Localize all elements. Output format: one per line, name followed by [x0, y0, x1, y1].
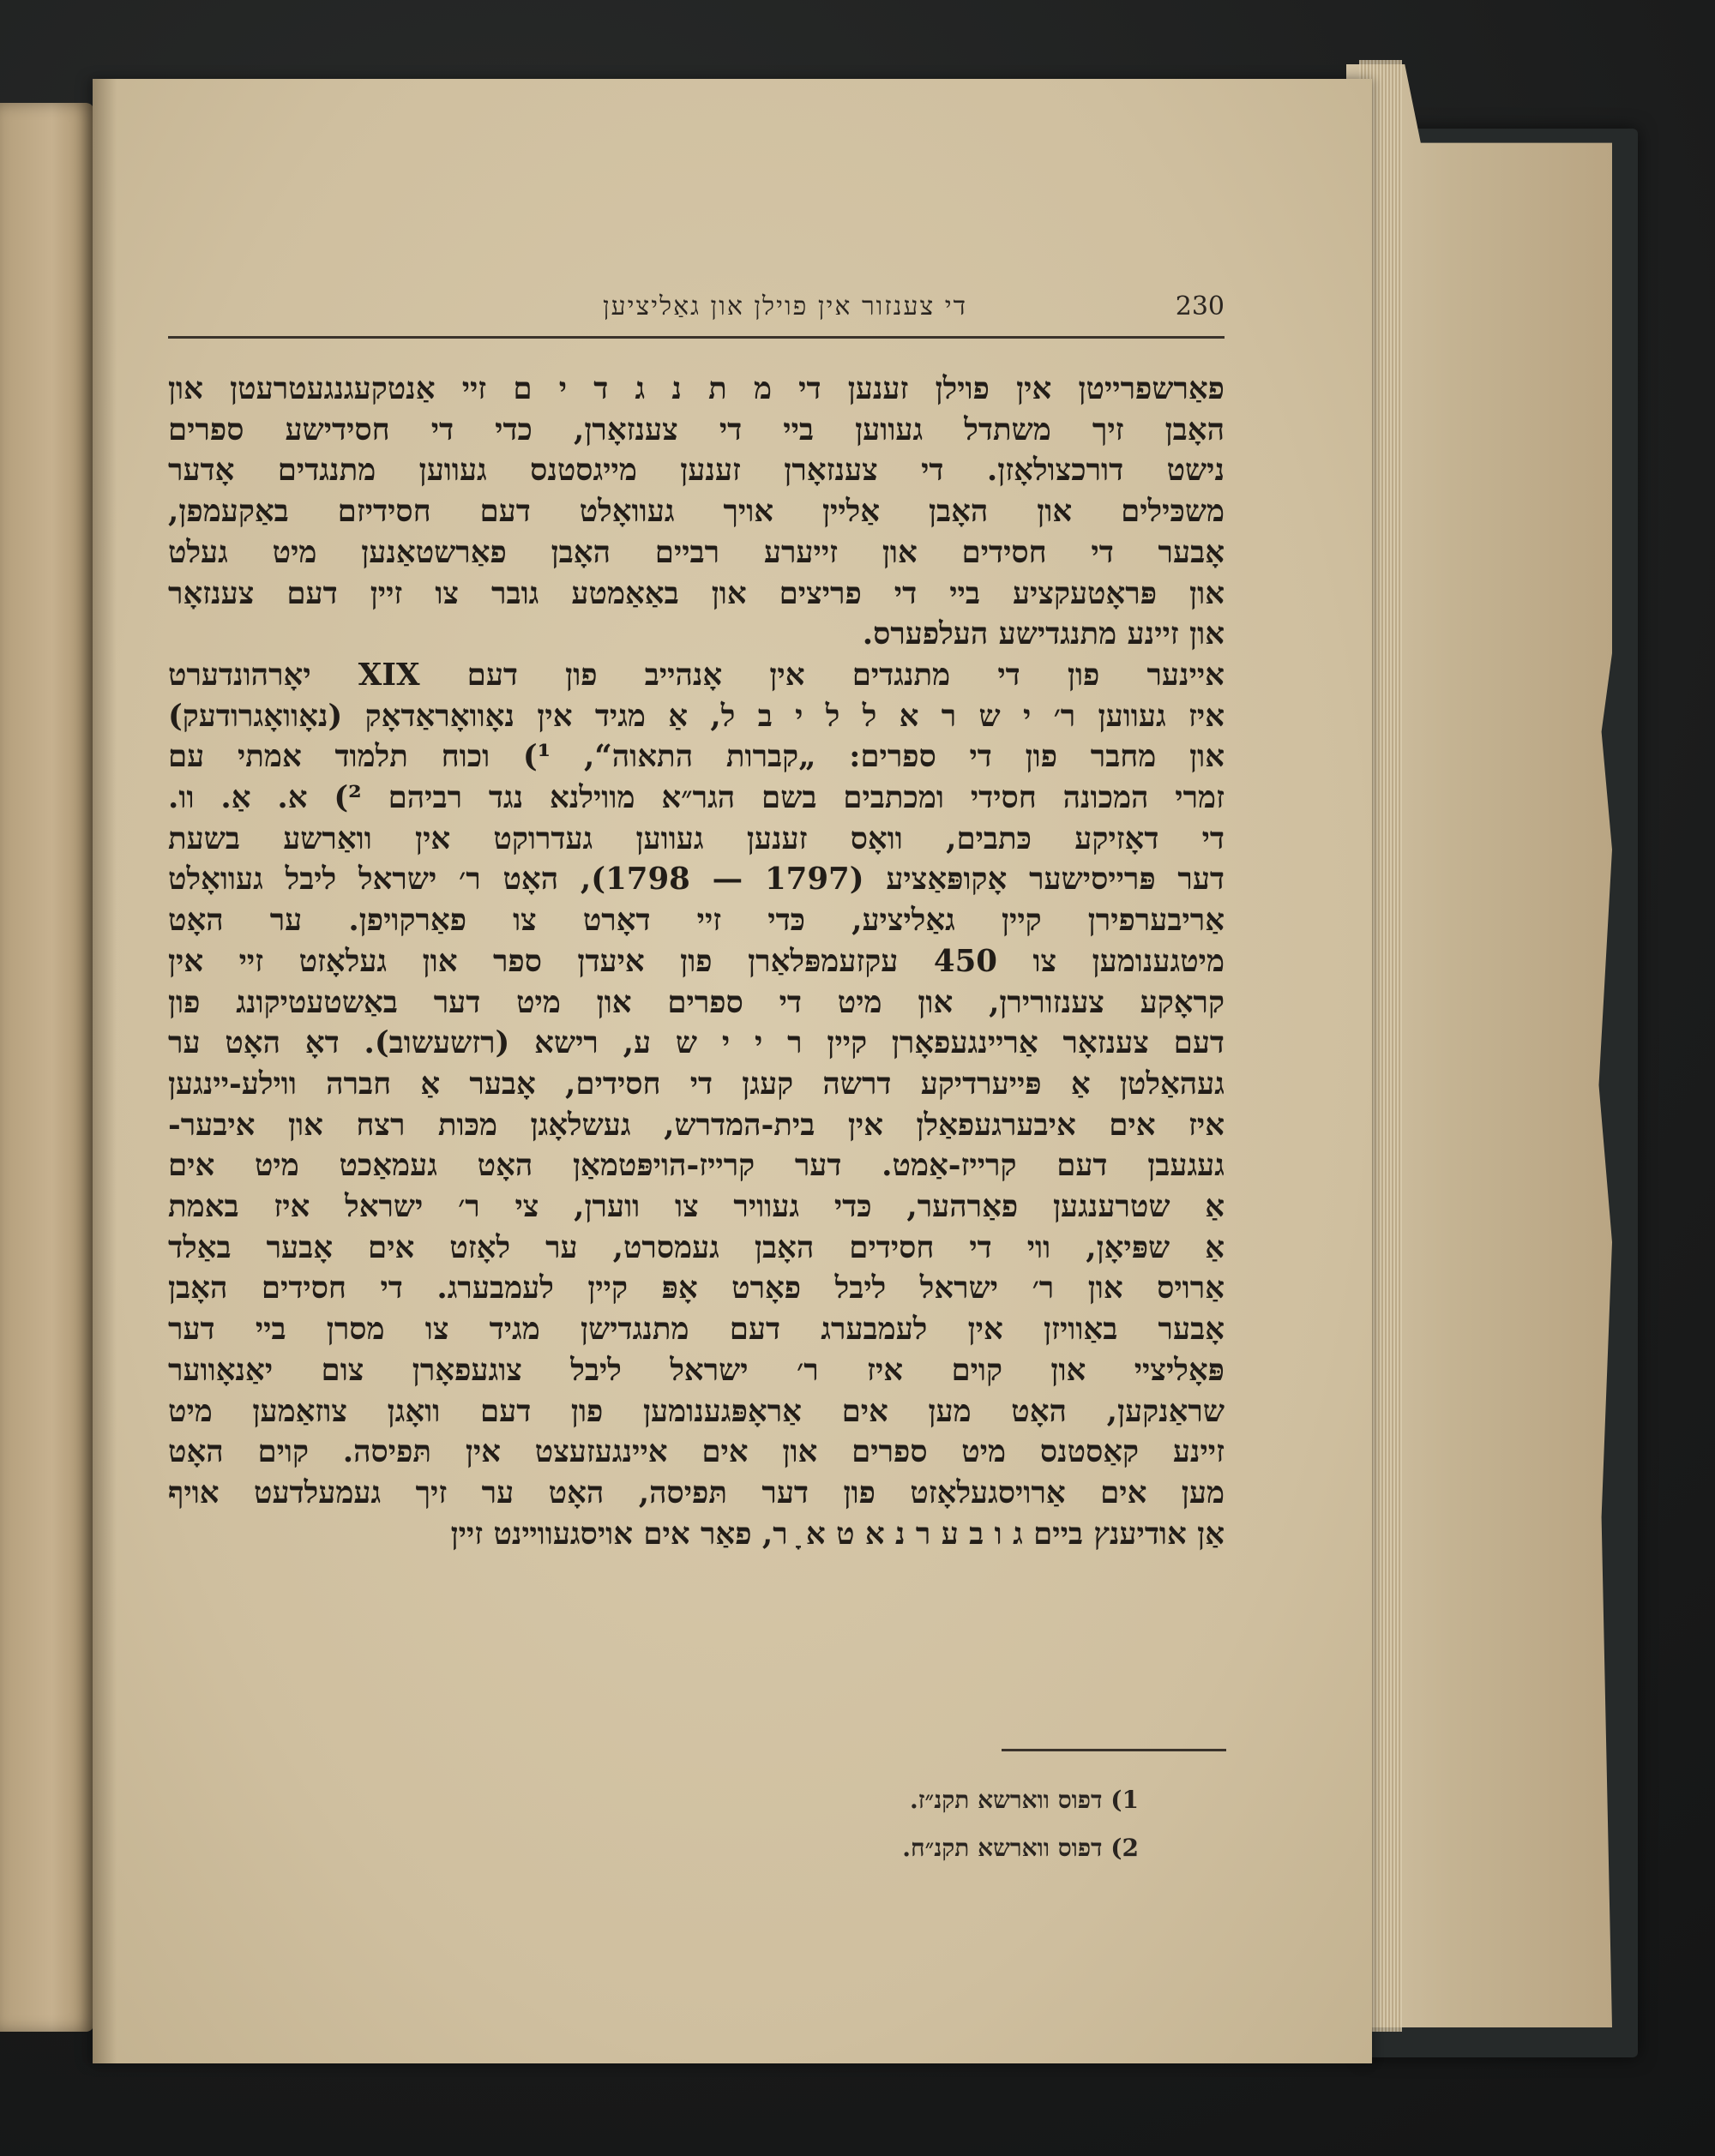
- text-line: דער פּרייסישער אָקופּאַציע (1797 — 1798), האָט ר׳ ישראל ליבל געוואָלט: [168, 862, 1225, 898]
- book-page: [93, 79, 1372, 2063]
- page-number: 230: [1175, 291, 1225, 321]
- text-line: געהאַלטן אַ פּייערדיקע דרשה קעגן די חסידים, אָבער אַ חברה ווילע-יינגען: [168, 1066, 1225, 1102]
- text-line: די דאָזיקע כּתבים, וואָס זענען געווען געדרוקט אין וואַרשע בשעת: [168, 820, 1225, 856]
- text-line: אַריבערפירן קיין גאַליציע, כּדי זיי דאָרט צו פאַרקויפן. ער האָט: [168, 903, 1225, 939]
- text-line: משכּילים און האָבן אַליין אויך געוואָלט דעם חסידיזם באַקעמפן,: [168, 494, 1225, 530]
- text-line: אָבער די חסידים און זייערע רביים האָבן פאַרשטאַנען מיט געלט: [168, 534, 1225, 570]
- footnotes: [693, 1776, 1139, 1872]
- text-line: פאַרשפרייטן אין פוילן זענען די מ ת נ ג ד י ם זיי אַנטקעגנגעטרעטן און: [168, 371, 1225, 406]
- text-line: האָבן זיך משתדל געווען ביי די צענזאָרן, כדי די חסידישע ספרים: [168, 411, 1225, 447]
- text-line: שראַנקען, האָט מען אים אַראָפּגענומען פון דעם וואָגן צוזאַמען מיט: [168, 1393, 1225, 1429]
- running-head: די צענזור אין פוילן און גאַליציען: [603, 291, 967, 321]
- header-rule: [168, 336, 1225, 339]
- text-line: איז אים איבערגעפאַלן אין בית-המדרש, געשלאָגן מכּות רצח און איבער-: [168, 1107, 1225, 1143]
- text-line: אַרויס און ר׳ ישראל ליבל פאָרט אָפּ קיין לעמבערג. די חסידים האָבן: [168, 1270, 1225, 1306]
- text-line: פּאָליציי און קוים איז ר׳ ישראל ליבל צוגעפאָרן צום יאַנאָווער: [168, 1352, 1225, 1388]
- facing-page-edge: [0, 103, 94, 2032]
- text-line: געגעבן דעם קרייז-אַמט. דער קרייז-הויפּטמאַן האָט געמאַכט מיט אים: [168, 1148, 1225, 1184]
- page-gutter-shadow: [93, 79, 117, 2063]
- text-line: אַ שפּיאָן, ווי די חסידים האָבן געמסרט, ער לאָזט אים אָבער באַלד: [168, 1229, 1225, 1265]
- text-line: איינער פון די מתנגדים אין אָנהייב פון דעם XIX יאָרהונדערט: [168, 657, 1225, 693]
- footnote-2: 2) דפוס ווארשא תקנ״ח.: [902, 1834, 1139, 1862]
- text-line: דעם צענזאָר אַריינגעפאָרן קיין ר י י ש ע, רישא (רזשעשוב). דאָ האָט ער: [168, 1025, 1225, 1061]
- body-text: [168, 369, 1225, 1554]
- text-line: אָבער באַוויזן אין לעמבערג דעם מתנגדישן מגיד צו מסרן ביי דער: [168, 1312, 1225, 1348]
- text-line: מיטגענומען צו 450 עקזעמפּלאַרן פון איעדן ספר און געלאָזט זיי אין: [168, 943, 1225, 979]
- text-line: און פּראָטעקציע ביי די פריצים און באַאַמטע גובר צו זיין דעם צענזאָר: [168, 575, 1225, 611]
- text-line: זיינע קאַסטנס מיט ספרים און אים איינגעזעצט אין תּפיסה. קוים האָט: [168, 1434, 1225, 1470]
- text-line: קראָקע צענזורירן, און מיט די ספרים און מיט דער באַשטעטיקונג פון: [168, 984, 1225, 1020]
- text-line: מען אים אַרויסגעלאָזט פון דער תּפיסה, האָט ער זיך געמעלדעט אויף: [168, 1474, 1225, 1510]
- footnote-rule: [1002, 1749, 1226, 1751]
- text-line: און מחבר פון די ספרים: „קברות התאוה“, ¹) וכוח תלמוד אמתי עם: [168, 739, 1225, 775]
- text-line: אַ שטרענגען פאַרהער, כּדי געוויר צו ווערן, צי ר׳ ישראל איז באמת: [168, 1189, 1225, 1225]
- page-header: [168, 291, 1225, 331]
- text-line: איז געווען ר׳ י ש ר א ל ל י ב ל, אַ מגיד אין נאָוואָראַדאָק (נאָוואָגרודעק): [168, 698, 1225, 734]
- footnote-1: 1) דפוס ווארשא תקנ״ז.: [910, 1786, 1139, 1814]
- text-line: אַן אודיענץ ביים ג ו ב ע ר נ א ט א ָ ר, פאַר אים אויסגעווײנט זיין: [450, 1516, 1225, 1552]
- text-line: זמרי המכונה חסידי ומכתבים בשם הגר״א מווילנא נגד רביהם ²) א. אַ. וו.: [168, 780, 1225, 816]
- text-line: און זיינע מתנגדישע העלפערס.: [862, 616, 1225, 652]
- text-line: נישט דורכצולאָזן. די צענזאָרן זענען מייגסטנס געווען מתנגדים אָדער: [168, 453, 1225, 489]
